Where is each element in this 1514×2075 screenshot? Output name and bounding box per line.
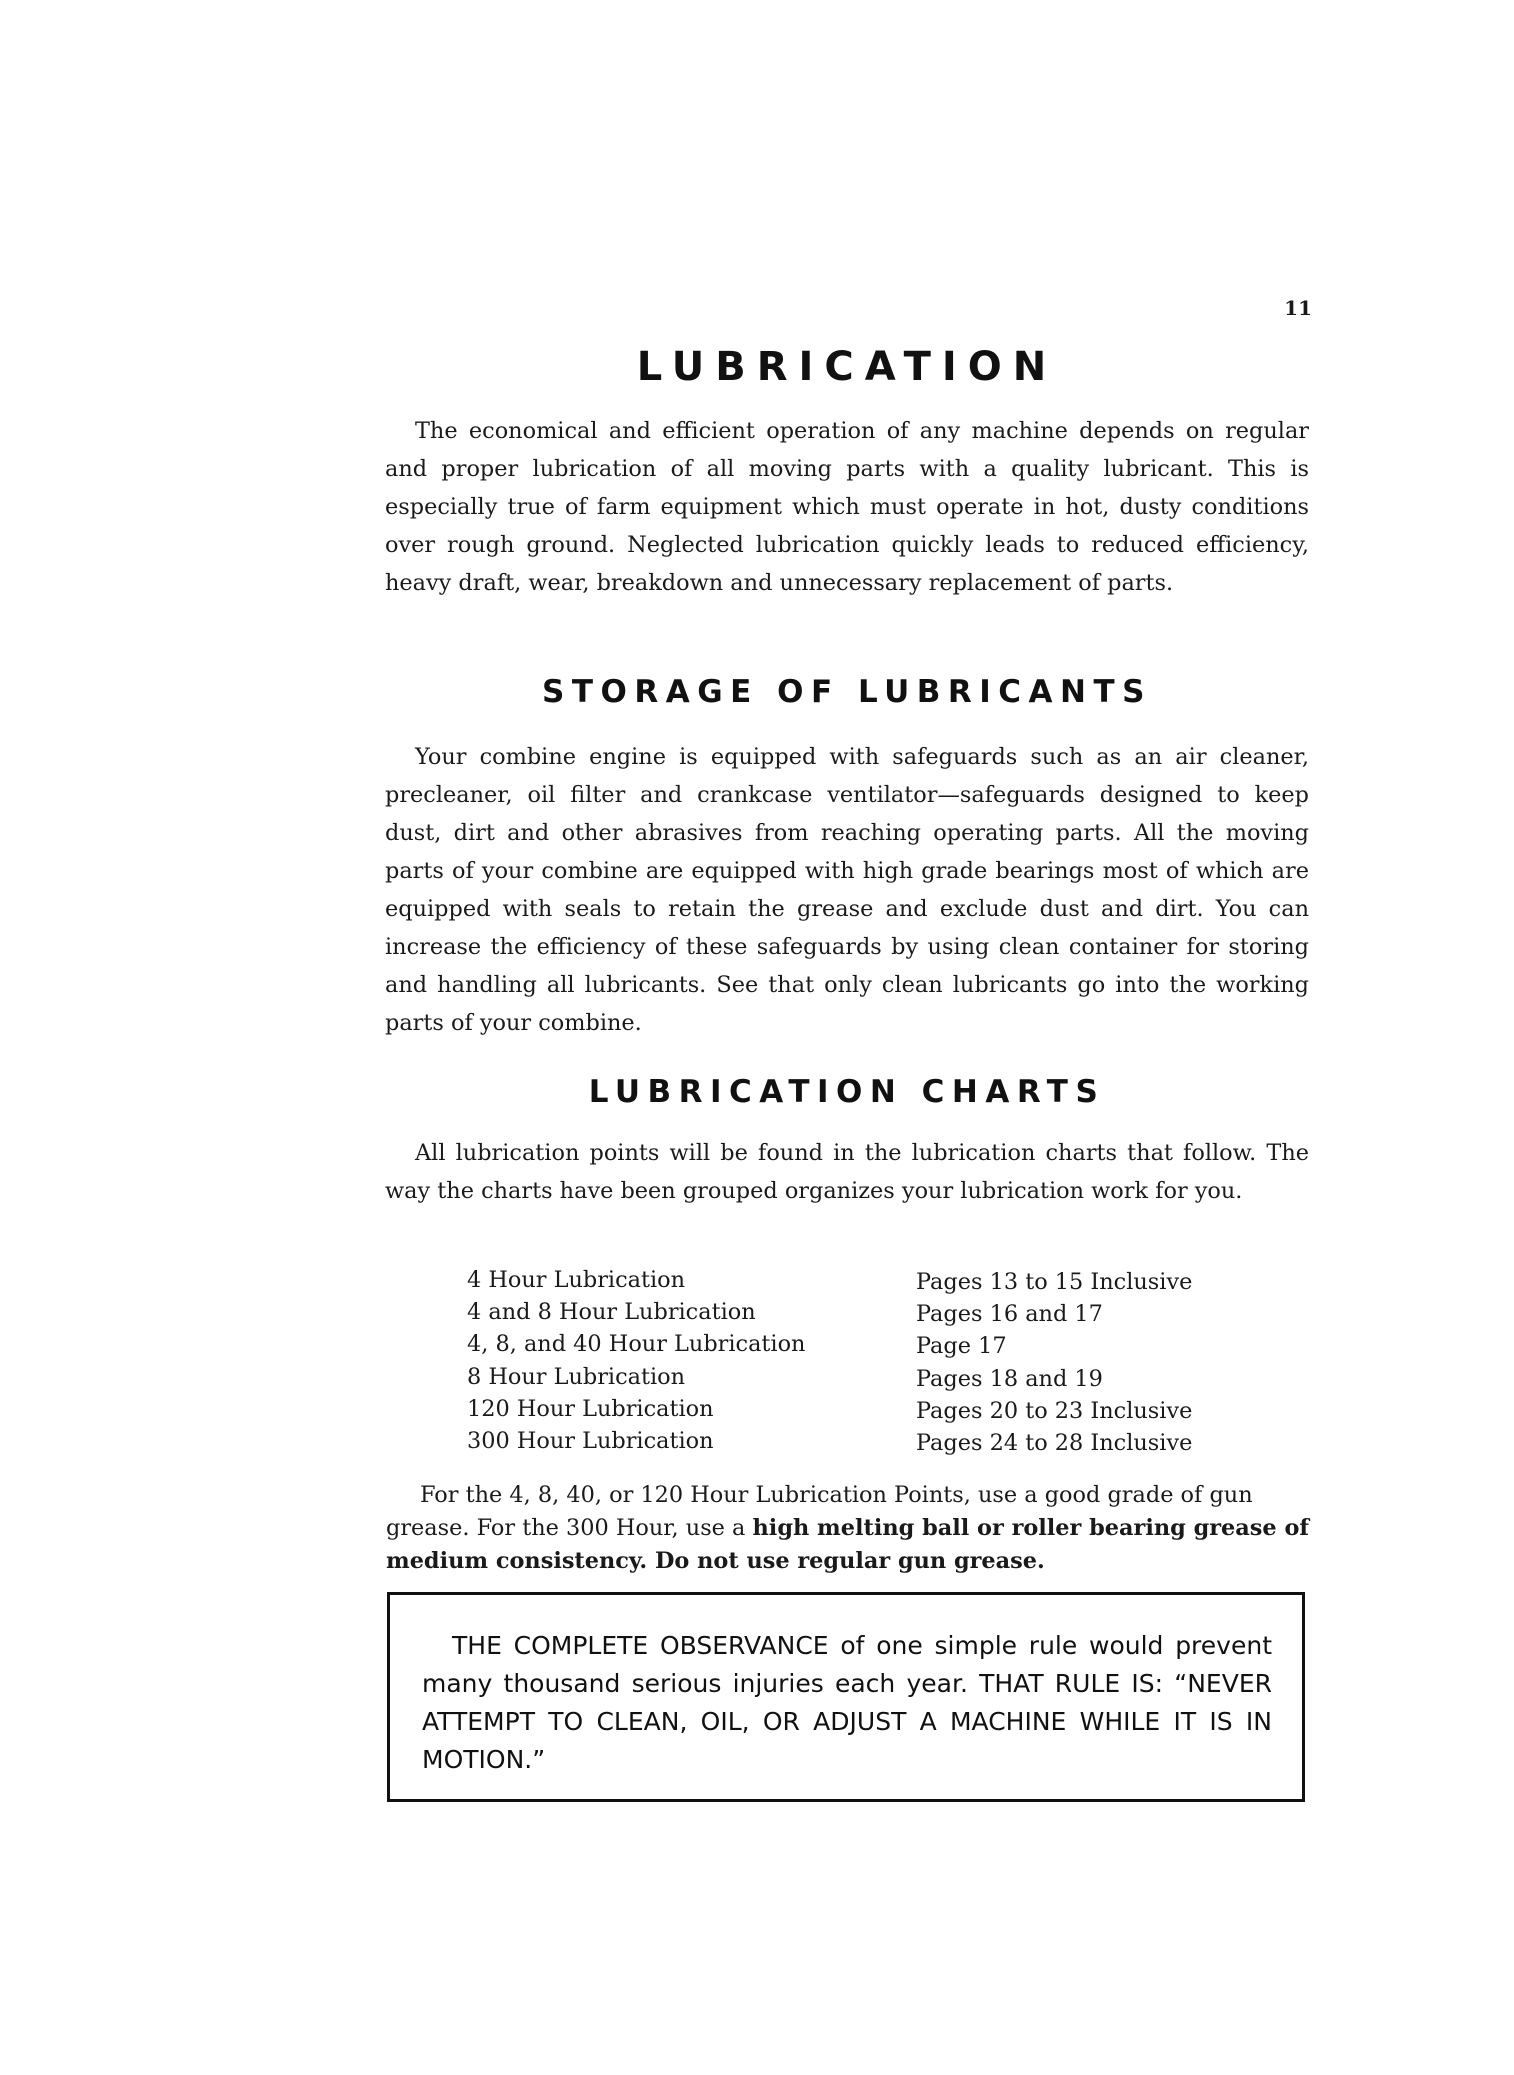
schedule-row	[467, 1425, 1247, 1457]
charts-paragraph: All lubrication points will be found in the lubrication charts that follow. The way the charts have been grouped organizes your lubrication work for you.	[385, 1140, 1309, 1204]
schedule-interval: 300 Hour Lubrication	[467, 1427, 714, 1454]
schedule-interval: 4 and 8 Hour Lubrication	[467, 1299, 756, 1326]
schedule-interval: 4, 8, and 40 Hour Lubrication	[467, 1331, 806, 1358]
schedule-pages: Page 17	[916, 1333, 1007, 1360]
grease-note	[386, 1479, 1316, 1578]
safety-notice-box	[387, 1592, 1305, 1802]
schedule-interval: 8 Hour Lubrication	[467, 1363, 686, 1390]
charts-heading: LUBRICATION CHARTS	[588, 1074, 1106, 1110]
schedule-row	[467, 1393, 1247, 1425]
storage-paragraph: Your combine engine is equipped with safeguards such as an air cleaner, precleaner, oil filter and crankcase ventilator—safeguards designed to keep dust, dirt and other abrasives from reaching operating parts. All the moving parts of your combine are equipped with high grade bearings most of which are equipped with seals to retain the grease and exclude dust and dirt. You can increase the efficiency of these safeguards by using clean container for storing and handling all lubricants. See that only clean lubricants go into the working parts of your combine.	[385, 744, 1309, 1036]
storage-heading: STORAGE OF LUBRICANTS	[542, 674, 1152, 710]
schedule-interval: 120 Hour Lubrication	[467, 1395, 714, 1422]
page-number: 11	[1284, 296, 1312, 320]
lubrication-heading: LUBRICATION	[636, 344, 1058, 390]
schedule-row	[467, 1296, 1247, 1328]
schedule-pages: Pages 13 to 15 Inclusive	[916, 1269, 1193, 1295]
schedule-row	[467, 1361, 1247, 1393]
schedule-interval: 4 Hour Lubrication	[467, 1267, 686, 1293]
grease-note-bold: high melting ball or roller bearing grease of medium consistency. Do not use regular gun grease.	[386, 1515, 1310, 1574]
schedule-pages: Pages 24 to 28 Inclusive	[916, 1429, 1193, 1456]
schedule-row	[467, 1264, 1247, 1296]
schedule-pages: Pages 18 and 19	[916, 1365, 1103, 1392]
lubrication-paragraph: The economical and efficient operation of any machine depends on regular and proper lubrication of all moving parts with a quality lubricant. This is especially true of farm equipment which must operate in hot, dusty conditions over rough ground. Neglected lubrication quickly leads to reduced efficiency, heavy draft, wear, breakdown and unnecessary replacement of parts.	[385, 418, 1309, 596]
schedule-row	[467, 1328, 1247, 1360]
safety-notice-text: THE COMPLETE OBSERVANCE of one simple rule would prevent many thousand serious injuries each year. THAT RULE IS: “NEVER ATTEMPT TO CLEAN, OIL, OR ADJUST A MACHINE WHILE IT IS IN MOTION.”	[422, 1631, 1272, 1774]
schedule-pages: Pages 20 to 23 Inclusive	[916, 1397, 1193, 1424]
lubrication-schedule	[467, 1264, 1247, 1457]
grease-note-regular: For the 4, 8, 40, or 120 Hour Lubrication Points, use a good grade of gun grease. For the 300 Hour, use a	[386, 1482, 1253, 1541]
schedule-pages: Pages 16 and 17	[916, 1301, 1103, 1328]
